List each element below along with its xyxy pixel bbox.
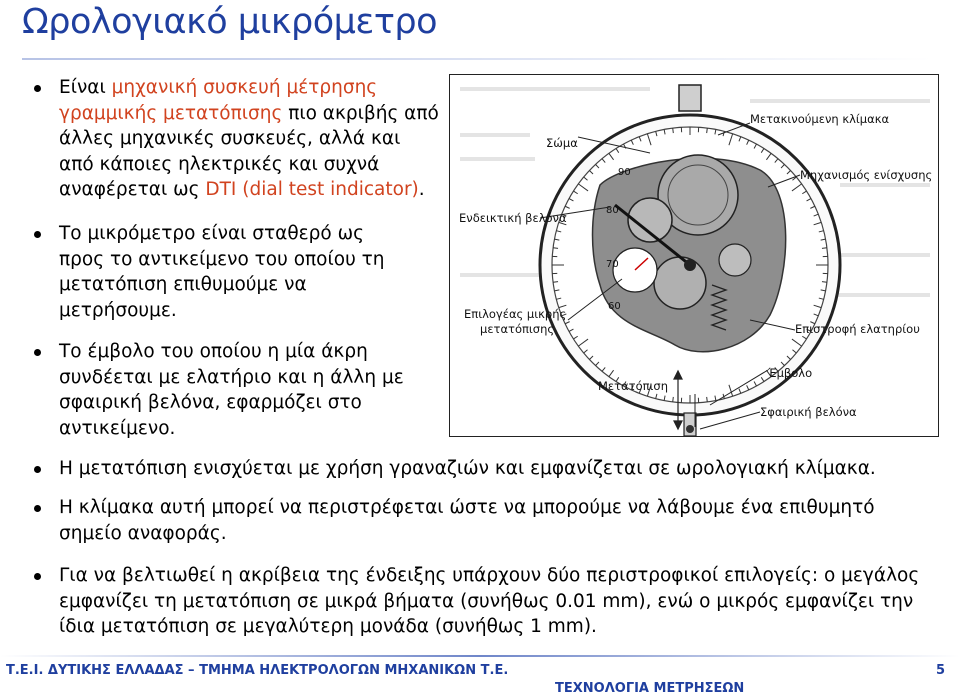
label-pointer: Ενδεικτική βελόνα	[459, 211, 567, 225]
dial-number-70: 70	[606, 259, 619, 270]
bullet-1-text-b: πιο ακριβής από άλλες μηχανικές συσκευές, αλλά και από κάποιες ηλεκτρικές και συχνά αναφέρεται ως	[59, 102, 439, 200]
label-body: Σώμα	[546, 136, 578, 150]
bullet-5-text: Η κλίμακα αυτή μπορεί να περιστρέφεται ώστε να μπορούμε να λάβουμε ένα επιθυμητό σημείο αναφοράς.	[59, 497, 875, 544]
bullet-5	[59, 495, 929, 546]
dial-tick	[553, 248, 558, 249]
dial-indicator-diagram	[450, 75, 938, 436]
bullet-dot	[34, 349, 41, 356]
label-ball-tip: Σφαιρική βελόνα	[760, 405, 857, 419]
bullet-dot	[34, 231, 41, 238]
dial-tick	[673, 128, 674, 133]
bullet-1-text-a: Είναι	[59, 77, 112, 98]
stem-top	[679, 85, 701, 111]
bullet-1	[59, 75, 439, 203]
bullet-6	[59, 563, 929, 640]
label-moving-scale: Μετακινούμενη κλίμακα	[750, 112, 890, 126]
footer-course: ΤΕΧΝΟΛΟΓΙΑ ΜΕΤΡΗΣΕΩΝ	[555, 681, 745, 696]
bullet-dot	[34, 466, 41, 473]
bullet-3	[59, 339, 434, 441]
slide-title: Ωρολογιακό μικρόμετρο	[22, 2, 438, 42]
label-displacement: Μετατόπιση	[598, 379, 668, 393]
ball-tip	[686, 425, 694, 433]
bullet-1-highlight-a: μηχανική συσκευή μέτρησης γραμμικής μετατόπισης	[59, 77, 378, 124]
bullet-1-text-c: .	[418, 179, 425, 200]
footer-institution: Τ.Ε.Ι. ΔΥΤΙΚΗΣ ΕΛΛΑΔΑΣ – ΤΜΗΜΑ ΗΛΕΚΤΡΟΛΟΓΩΝ ΜΗΧΑΝΙΚΩΝ Τ.Ε.	[6, 663, 509, 678]
bullet-3-text: Το έμβολο του οποίου η μία άκρη συνδέεται με ελατήριο και η άλλη με σφαιρική βελόνα, εφαρμόζει στο αντικείμενο.	[59, 341, 404, 439]
bullet-4	[59, 456, 939, 482]
small-gear-2	[654, 257, 706, 309]
dial-tick	[553, 282, 558, 283]
label-small-selector-line2: μετατόπισης	[480, 322, 555, 336]
dial-tick	[707, 128, 708, 133]
label-plunger: Έμβολο	[768, 366, 813, 380]
dial-tick	[822, 248, 827, 249]
label-small-selector-line1: Επιλογέας μικρής	[464, 307, 567, 321]
dial-number-80: 80	[606, 205, 619, 216]
small-gear-3	[719, 244, 751, 276]
dial-indicator-figure	[449, 74, 939, 437]
pointer-hub	[684, 259, 696, 271]
footer-divider	[0, 655, 960, 657]
dial-number-90: 90	[618, 167, 631, 178]
dial-tick	[707, 397, 708, 402]
bullet-2-text: Το μικρόμετρο είναι σταθερό ως προς το αντικείμενο του οποίου τη μετατόπιση επιθυμούμε να μετρήσουμε.	[59, 223, 385, 321]
bullet-dot	[34, 573, 41, 580]
page-number: 5	[936, 663, 946, 678]
bullet-1-highlight-b: DTI (dial test indicator)	[205, 179, 419, 200]
bullet-dot	[34, 505, 41, 512]
bullet-2	[59, 221, 414, 323]
bullet-4-text: Η μετατόπιση ενισχύεται με χρήση γραναζιών και εμφανίζεται σε ωρολογιακή κλίμακα.	[59, 458, 876, 479]
label-spring-return: Επιστροφή ελατηρίου	[795, 322, 920, 336]
label-amplifier: Μηχανισμός ενίσχυσης	[800, 168, 933, 182]
bullet-dot	[34, 85, 41, 92]
dial-tick	[673, 397, 674, 402]
dial-number-60: 60	[608, 301, 621, 312]
bullet-6-text: Για να βελτιωθεί η ακρίβεια της ένδειξης υπάρχουν δύο περιστροφικοί επιλογείς: ο μεγάλος εμφανίζει τη μετατόπιση σε μικρά βήματα (συνήθως 0.01 mm), ενώ ο μικρός εμφανίζει την ίδια μετατόπιση σε μεγαλύτερη μονάδα (συνήθως 1 mm).	[59, 565, 920, 637]
title-divider	[22, 58, 932, 60]
dial-tick	[822, 282, 827, 283]
